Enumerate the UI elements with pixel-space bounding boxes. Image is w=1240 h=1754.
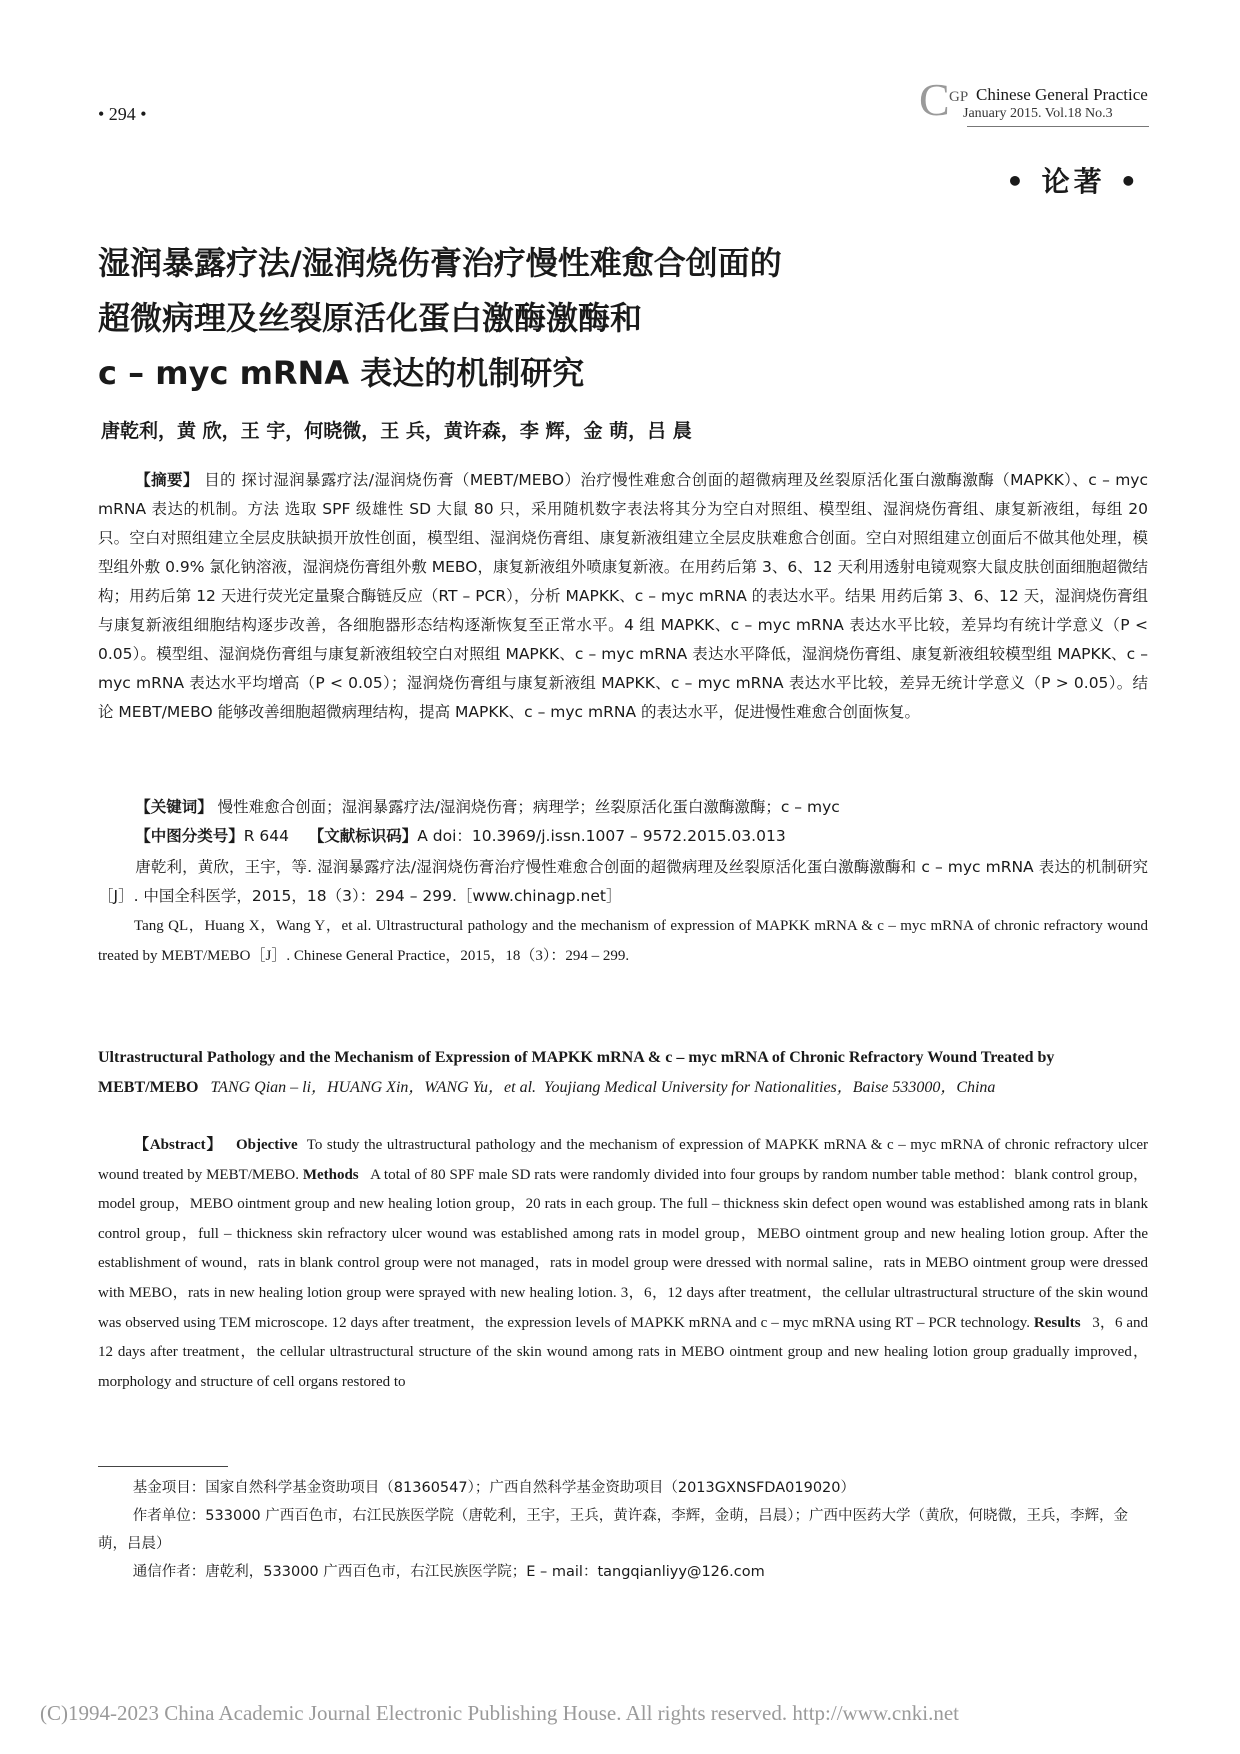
english-affiliation: Youjiang Medical University for Nationalities，Baise 533000，China xyxy=(544,1079,996,1096)
objective-label: Objective xyxy=(235,1137,298,1153)
journal-logo-gp: GP xyxy=(949,89,969,105)
methods-label: Methods xyxy=(302,1166,359,1183)
english-authors: TANG Qian – li，HUANG Xin，WANG Yu，et al. xyxy=(210,1079,537,1096)
results-label: Results xyxy=(1033,1314,1081,1331)
footnote-fund: 基金项目：国家自然科学基金资助项目（81360547）；广西自然科学基金资助项目（2013GXNSFDA019020） xyxy=(132,1480,855,1496)
footnotes xyxy=(98,1474,1148,1586)
journal-header xyxy=(919,74,1149,129)
abstract-cn xyxy=(98,466,1148,727)
objective-text: To study the ultrastructural pathology and the mechanism of expression of MAPKK mRNA & c – myc mRNA of chronic refractory ulcer wound treated by MEBT/MEBO. xyxy=(98,1137,1149,1183)
doc-code-label: 【文献标识码】 xyxy=(308,827,418,845)
footnote-affiliation: 作者单位：533000 广西百色市，右江民族医学院（唐乾利，王宇，王兵，黄许森，李辉，金萌，吕晨）；广西中医药大学（黄欣，何晓微，王兵，李辉，金萌，吕晨） xyxy=(98,1508,1129,1552)
citation-cn: 唐乾利，黄欣，王宇，等. 湿润暴露疗法/湿润烧伤膏治疗慢性难愈合创面的超微病理及丝裂原活化蛋白激酶激酶和 c – myc mRNA 表达的机制研究［J］. 中国全科医学，2015，18（3）：294 – 299.［www.chinagp.net］ xyxy=(98,858,1148,905)
keywords-text: 慢性难愈合创面；湿润暴露疗法/湿润烧伤膏；病理学；丝裂原活化蛋白激酶激酶；c – myc xyxy=(212,798,840,816)
journal-issue: January 2015. Vol.18 No.3 xyxy=(963,106,1113,121)
methods-text: A total of 80 SPF male SD rats were randomly divided into four groups by random number table method：blank control group，model group，MEBO ointment group and new healing lotion group，20 rats in each group. The full – thickness skin defect open wound was established among rats in blank control group，full – thickness skin refractory ulcer wound was established among rats in model group，MEBO ointment group and new healing lotion group. After the establishment of wound，rats in blank control group were not managed，rats in model group were dressed with normal saline，rats in MEBO ointment group were dressed with MEBO，rats in new healing lotion group were sprayed with new healing lotion. 3，6，12 days after treatment，the cellular ultrastructural structure of the skin wound was observed using TEM microscope. 12 days after treatment，the expression levels of MAPKK mRNA and c – myc mRNA using RT – PCR technology. xyxy=(98,1166,1149,1331)
doc-code-value: A doi：10.3969/j.issn.1007 – 9572.2015.03.013 xyxy=(417,827,786,845)
abstract-en xyxy=(98,1131,1148,1397)
title-line-1: 湿润暴露疗法/湿润烧伤膏治疗慢性难愈合创面的 xyxy=(98,244,782,282)
english-title: Ultrastructural Pathology and the Mechanism of Expression of MAPKK mRNA & c – myc mRNA of Chronic Refractory Wound Treated by MEBT/MEBO xyxy=(98,1049,1055,1096)
classification xyxy=(98,822,1148,851)
footnote-corresponding: 通信作者：唐乾利，533000 广西百色市，右江民族医学院；E – mail：tangqianliyy@126.com xyxy=(132,1564,765,1580)
classification-value: R 644 xyxy=(243,827,289,845)
keywords xyxy=(98,793,1148,822)
title-line-2: 超微病理及丝裂原活化蛋白激酶激酶和 xyxy=(98,299,643,337)
section-tag: • 论著 • xyxy=(1006,165,1142,198)
copyright-watermark: (C)1994-2023 China Academic Journal Electronic Publishing House. All rights reserved. http://www.cnki.net xyxy=(40,1701,959,1725)
authors: 唐乾利，黄 欣，王 宇，何晓微，王 兵，黄许森，李 辉，金 萌，吕 晨 xyxy=(101,420,692,442)
title-line-3: c – myc mRNA 表达的机制研究 xyxy=(98,354,585,392)
journal-name: Chinese General Practice xyxy=(976,85,1148,104)
abstract-en-label: 【Abstract】 xyxy=(134,1137,223,1153)
classification-label: 【中图分类号】 xyxy=(135,827,244,845)
footnote-rule xyxy=(98,1466,228,1467)
abstract-cn-label: 【摘要】 xyxy=(135,471,199,489)
abstract-cn-text: 目的 探讨湿润暴露疗法/湿润烧伤膏（MEBT/MEBO）治疗慢性难愈合创面的超微病理及丝裂原活化蛋白激酶激酶（MAPKK）、c – myc mRNA 表达的机制。方法 选取 SPF 级雄性 SD 大鼠 80 只，采用随机数字表法将其分为空白对照组、模型组、湿润烧伤膏组、康复新液组，每组 20 只。空白对照组建立全层皮肤缺损开放性创面，模型组、湿润烧伤膏组、康复新液组建立全层皮肤难愈合创面。空白对照组建立创面后不做其他处理，模型组外敷 0.9% 氯化钠溶液，湿润烧伤膏组外敷 MEBO，康复新液组外喷康复新液。在用药后第 3、6、12 天利用透射电镜观察大鼠皮肤创面细胞超微结构；用药后第 12 天进行荧光定量聚合酶链反应（RT – PCR），分析 MAPKK、c – myc mRNA 的表达水平。结果 用药后第 3、6、12 天，湿润烧伤膏组与康复新液组细胞结构逐步改善，各细胞器形态结构逐渐恢复至正常水平。4 组 MAPKK、c – myc mRNA 表达水平比较，差异均有统计学意义（P < 0.05）。模型组、湿润烧伤膏组与康复新液组较空白对照组 MAPKK、c – myc mRNA 表达水平降低，湿润烧伤膏组、康复新液组较模型组 MAPKK、c – myc mRNA 表达水平均增高（P < 0.05）；湿润烧伤膏组与康复新液组 MAPKK、c – myc mRNA 表达水平比较，差异无统计学意义（P > 0.05）。结论 MEBT/MEBO 能够改善细胞超微病理结构，提高 MAPKK、c – myc mRNA 的表达水平，促进慢性难愈合创面恢复。 xyxy=(98,471,1148,721)
article-title xyxy=(98,236,1148,401)
english-title-block xyxy=(98,1043,1148,1103)
keywords-label: 【关键词】 xyxy=(135,798,213,816)
citation-en: Tang QL，Huang X，Wang Y，et al. Ultrastructural pathology and the mechanism of expression of MAPKK mRNA & c – myc mRNA of chronic refractory wound treated by MEBT/MEBO［J］. Chinese General Practice，2015，18（3）：294 – 299. xyxy=(98,918,1148,964)
results-text: 3，6 and 12 days after treatment，the cellular ultrastructural structure of the skin wound among rats in MEBO ointment group and new healing lotion group gradually improved，morphology and structure of cell organs restored to xyxy=(98,1314,1149,1390)
page-number: • 294 • xyxy=(98,104,147,124)
journal-logo: C xyxy=(919,74,950,125)
header-rule xyxy=(967,126,1149,127)
